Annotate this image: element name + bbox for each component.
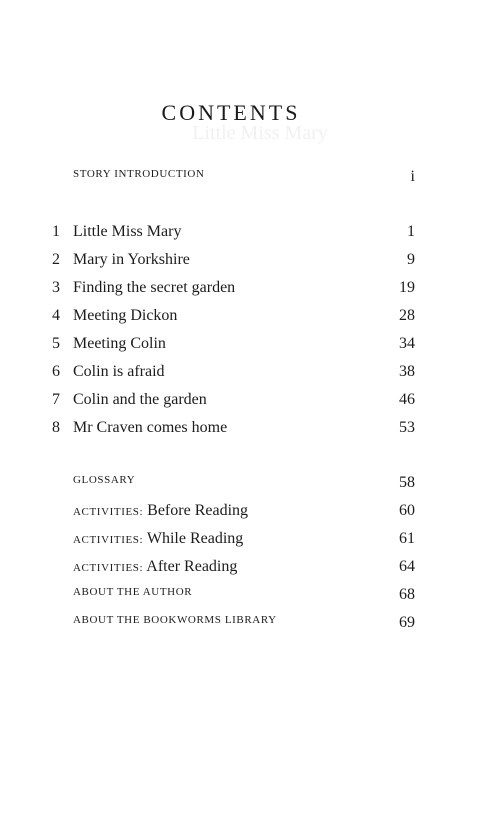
chapter-title: Meeting Colin bbox=[73, 335, 166, 352]
toc-chapter-5[interactable] bbox=[0, 335, 415, 359]
toc-entry-prefix: ACTIVITIES: bbox=[73, 562, 144, 574]
chapter-page: 28 bbox=[399, 307, 415, 324]
toc-entry-prefix: ACTIVITIES: bbox=[73, 534, 144, 546]
toc-entry-page: 68 bbox=[399, 586, 415, 603]
toc-chapter-1[interactable] bbox=[0, 223, 415, 247]
chapter-page: 9 bbox=[407, 251, 415, 268]
toc-entry-page: 69 bbox=[399, 614, 415, 631]
toc-entry-page: i bbox=[410, 168, 415, 185]
toc-entry-story-introduction[interactable] bbox=[0, 168, 415, 192]
chapter-page: 38 bbox=[399, 363, 415, 380]
toc-entry-rest: Before Reading bbox=[147, 502, 249, 519]
chapter-title: Little Miss Mary bbox=[73, 223, 182, 240]
toc-entry-label bbox=[73, 502, 248, 520]
chapter-number: 3 bbox=[52, 279, 60, 296]
toc-chapter-7[interactable] bbox=[0, 391, 415, 415]
toc-entry-rest: While Reading bbox=[146, 530, 244, 547]
toc-entry-glossary[interactable] bbox=[0, 474, 415, 498]
chapter-title: Colin is afraid bbox=[73, 363, 165, 380]
toc-entry-activities-before[interactable] bbox=[0, 502, 415, 526]
chapter-page: 19 bbox=[399, 279, 415, 296]
chapter-number: 4 bbox=[52, 307, 60, 324]
toc-chapter-4[interactable] bbox=[0, 307, 415, 331]
chapter-title: Colin and the garden bbox=[73, 391, 207, 408]
toc-entry-page: 58 bbox=[399, 474, 415, 491]
chapter-number: 5 bbox=[52, 335, 60, 352]
toc-entry-label bbox=[73, 558, 237, 576]
toc-entry-page: 60 bbox=[399, 502, 415, 519]
toc-entry-rest: After Reading bbox=[146, 558, 238, 575]
chapter-title: Mary in Yorkshire bbox=[73, 251, 190, 268]
toc-entry-about-library[interactable] bbox=[0, 614, 415, 638]
page-title: CONTENTS bbox=[161, 100, 301, 125]
chapter-number: 8 bbox=[52, 419, 60, 436]
toc-entry-label: ABOUT THE BOOKWORMS LIBRARY bbox=[73, 614, 277, 626]
toc-chapter-2[interactable] bbox=[0, 251, 415, 275]
toc-entry-label bbox=[73, 530, 243, 548]
chapter-page: 46 bbox=[399, 391, 415, 408]
chapter-page: 1 bbox=[407, 223, 415, 240]
chapter-number: 2 bbox=[52, 251, 60, 268]
toc-chapter-3[interactable] bbox=[0, 279, 415, 303]
toc-entry-label: GLOSSARY bbox=[73, 474, 136, 486]
toc-entry-label: ABOUT THE AUTHOR bbox=[73, 586, 193, 598]
toc-entry-activities-while[interactable] bbox=[0, 530, 415, 554]
toc-entry-about-author[interactable] bbox=[0, 586, 415, 610]
toc-entry-page: 64 bbox=[399, 558, 415, 575]
chapter-number: 7 bbox=[52, 391, 60, 408]
chapter-title: Mr Craven comes home bbox=[73, 419, 228, 436]
toc-chapter-8[interactable] bbox=[0, 419, 415, 443]
bleed-through-title: Little Miss Mary bbox=[192, 122, 328, 144]
chapter-title: Meeting Dickon bbox=[73, 307, 178, 324]
chapter-number: 6 bbox=[52, 363, 60, 380]
toc-entry-page: 61 bbox=[399, 530, 415, 547]
toc-entry-prefix: ACTIVITIES: bbox=[73, 506, 144, 518]
chapter-page: 53 bbox=[399, 419, 415, 436]
chapter-title: Finding the secret garden bbox=[73, 279, 236, 296]
toc-entry-activities-after[interactable] bbox=[0, 558, 415, 582]
toc-entry-label: STORY INTRODUCTION bbox=[73, 168, 205, 180]
chapter-page: 34 bbox=[399, 335, 415, 352]
toc-chapter-6[interactable] bbox=[0, 363, 415, 387]
chapter-number: 1 bbox=[52, 223, 60, 240]
